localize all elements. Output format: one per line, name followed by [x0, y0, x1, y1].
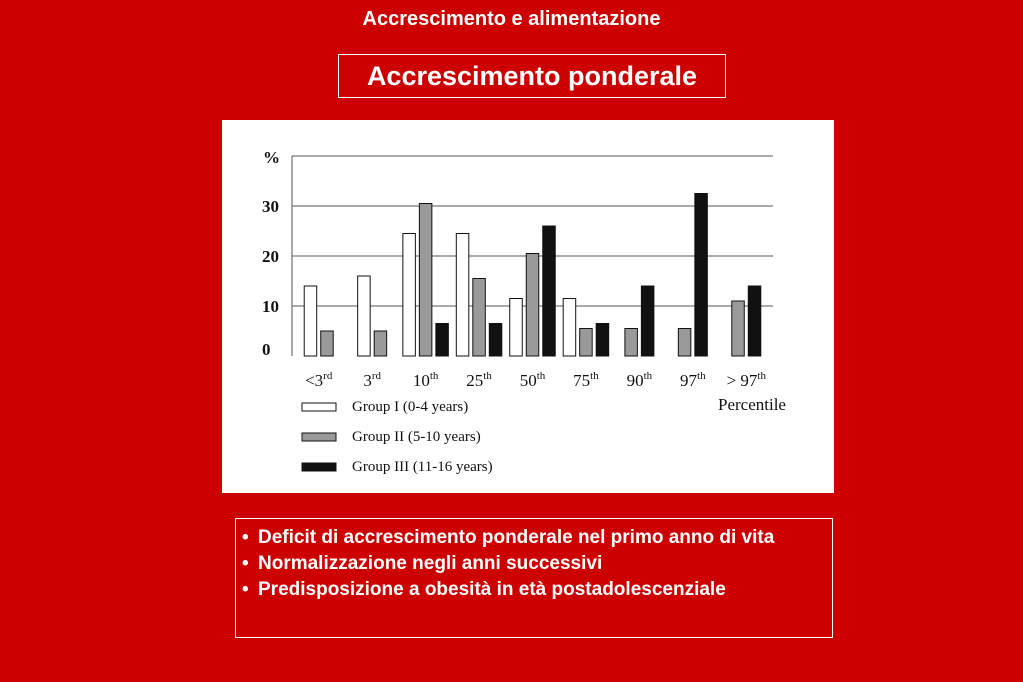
bar-series-2 — [526, 254, 539, 357]
y-axis-ticks — [262, 197, 279, 359]
bar-series-2 — [678, 329, 691, 357]
bar-series-2 — [321, 331, 334, 356]
legend-label: Group III (11-16 years) — [352, 459, 493, 475]
y-tick-label: 20 — [262, 247, 279, 266]
bullet-dot: • — [242, 579, 249, 600]
bar-series-3 — [596, 324, 609, 357]
x-axis-ticks — [305, 370, 766, 390]
bullet-item — [242, 525, 826, 551]
bar-series-1 — [510, 299, 523, 357]
bullet-list — [235, 518, 833, 638]
bar-series-2 — [580, 329, 593, 357]
x-axis-label: Percentile — [718, 395, 786, 414]
bar-series-2 — [419, 204, 432, 357]
x-tick-label: <3rd — [305, 370, 333, 390]
bar-series-3 — [641, 286, 654, 356]
bullet-dot: • — [242, 527, 249, 548]
x-tick-label: 25th — [466, 370, 492, 390]
bar-series-3 — [543, 226, 556, 356]
y-axis-label: % — [263, 148, 280, 167]
legend-swatch — [302, 463, 336, 471]
chart-legend — [302, 399, 493, 475]
bar-series-2 — [732, 301, 745, 356]
bar-series-1 — [403, 234, 416, 357]
legend-label: Group I (0-4 years) — [352, 399, 469, 415]
legend-swatch — [302, 403, 336, 411]
bullet-text: Predisposizione a obesità in età postadolescenziale — [258, 579, 726, 600]
bar-series-2 — [625, 329, 638, 357]
y-tick-label: 10 — [262, 297, 279, 316]
chart-panel — [222, 120, 834, 493]
bar-series-1 — [563, 299, 576, 357]
x-tick-label: > 97th — [726, 370, 766, 390]
slide-title-box — [338, 54, 726, 98]
bullet-item — [242, 551, 826, 577]
bar-series-3 — [748, 286, 761, 356]
bar-series-2 — [473, 279, 486, 357]
x-tick-label: 75th — [573, 370, 599, 390]
bar-series-3 — [436, 324, 449, 357]
bar-series-1 — [304, 286, 317, 356]
y-tick-label: 0 — [262, 340, 271, 359]
y-tick-label: 30 — [262, 197, 279, 216]
bar-series-1 — [456, 234, 469, 357]
x-tick-label: 10th — [412, 370, 439, 390]
bullet-dot: • — [242, 553, 249, 574]
bar-series-1 — [358, 276, 371, 356]
x-tick-label: 97th — [680, 370, 706, 390]
bullet-text: Deficit di accrescimento ponderale nel primo anno di vita — [258, 527, 775, 548]
legend-swatch — [302, 433, 336, 441]
x-tick-label: 3rd — [363, 370, 382, 390]
bullet-item — [242, 577, 826, 603]
legend-label: Group II (5-10 years) — [352, 429, 481, 445]
slide-title: Accrescimento ponderale — [366, 60, 698, 91]
x-tick-label: 90th — [626, 370, 653, 390]
chart-bars — [304, 194, 761, 357]
bar-series-3 — [489, 324, 502, 357]
bar-chart — [222, 120, 834, 493]
bullet-text: Normalizzazione negli anni successivi — [258, 553, 603, 574]
x-tick-label: 50th — [519, 370, 546, 390]
slide-header-title: Accrescimento e alimentazione — [362, 8, 661, 30]
bar-series-3 — [695, 194, 708, 357]
bar-series-2 — [374, 331, 387, 356]
